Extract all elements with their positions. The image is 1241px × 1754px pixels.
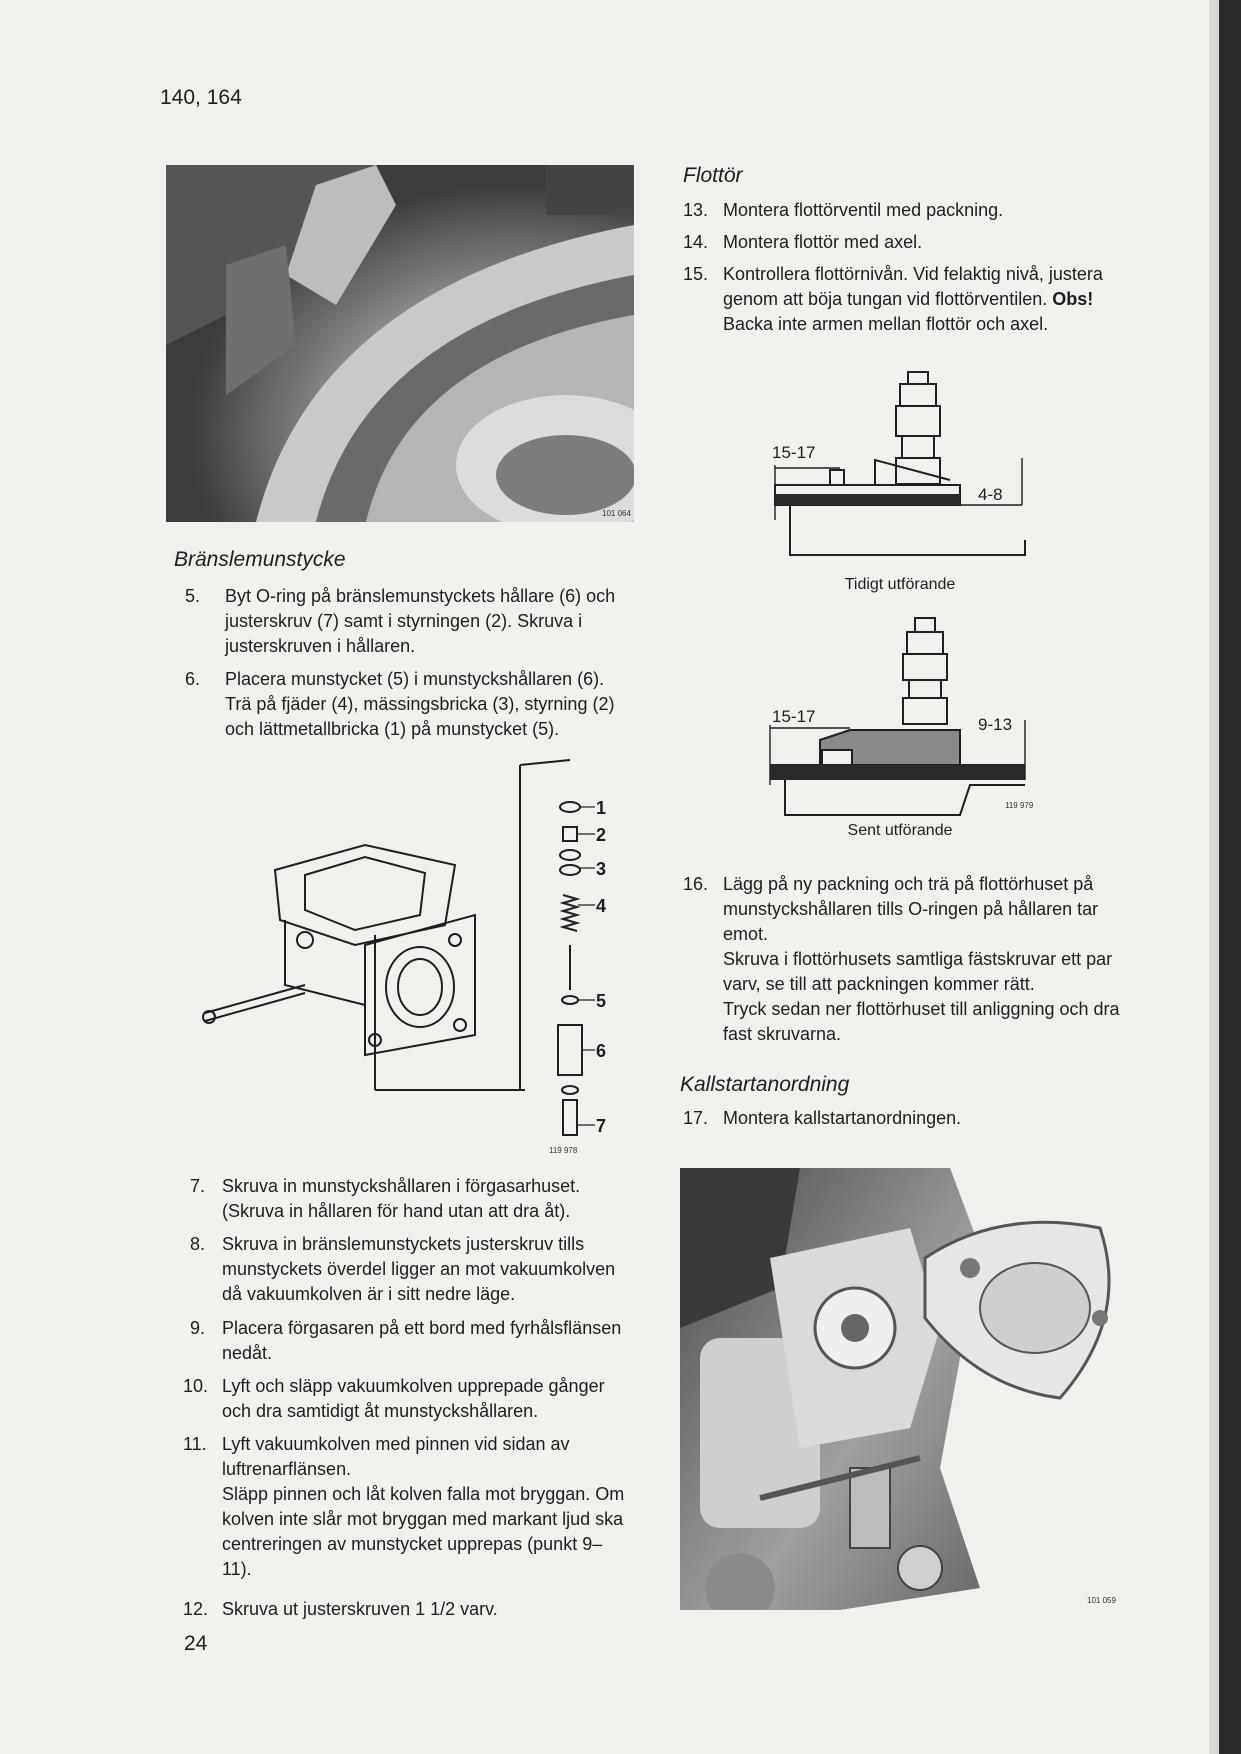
page-header-models: 140, 164 — [160, 86, 242, 109]
step-17 — [683, 1106, 1133, 1131]
step-7 — [190, 1174, 630, 1224]
step-text: Skruva in munstyckshållaren i förgasarhuset. (Skruva in hållaren för hand utan att dra åt). — [222, 1176, 581, 1221]
dimension-right-label: 9-13 — [978, 715, 1013, 734]
step-14 — [683, 230, 1133, 255]
step-number: 8. — [190, 1234, 206, 1254]
step-text: Skruva in bränslemunstyckets justerskruv tills munstyckets överdel ligger an mot vakuumkolven då vakuumkolven är i sitt nedre läge. — [222, 1234, 616, 1304]
step-text: Placera förgasaren på ett bord med fyrhålsflänsen nedåt. — [222, 1318, 622, 1363]
step-number: 12. — [183, 1599, 209, 1619]
step-15 — [683, 262, 1133, 337]
page-edge-shadow — [1209, 0, 1219, 1754]
step-number: 11. — [183, 1434, 207, 1454]
part-label: 3 — [596, 859, 607, 879]
cold-start-heading: Kallstartanordning — [680, 1073, 850, 1096]
step-11 — [183, 1432, 630, 1582]
cold-start-photo — [680, 1168, 1132, 1610]
step-text: Lyft och släpp vakuumkolven upprepade gånger och dra samtidigt åt munstyckshållaren. — [222, 1376, 605, 1421]
float-level-diagram-late — [760, 610, 1060, 820]
step-number: 13. — [683, 200, 709, 220]
step-number: 9. — [190, 1318, 206, 1338]
step-5 — [185, 584, 625, 659]
dimension-right-label: 4-8 — [978, 485, 1003, 504]
cold-start-photo-art — [680, 1168, 1132, 1610]
step-text: Skruva i flottörhusets samtliga fästskruvar ett par varv, se till att packningen kommer rätt. — [723, 949, 1113, 994]
step-number: 10. — [183, 1376, 209, 1396]
step-text: Lyft vakuumkolven med pinnen vid sidan av luftrenarflänsen. — [222, 1434, 570, 1479]
dimension-left-label: 15-17 — [772, 707, 816, 726]
step-text: Skruva ut justerskruven 1 1/2 varv. — [222, 1599, 498, 1619]
step-text — [723, 262, 1133, 337]
carburetor-top-photo — [166, 165, 634, 522]
step-text: Släpp pinnen och låt kolven falla mot bryggan. Om kolven inte slår mot bryggan med markant ljud ska centreringen av munstycket upprepas (punkt 9–11). — [222, 1484, 625, 1579]
step-12 — [183, 1597, 630, 1622]
diagram-caption-early: Tidigt utförande — [844, 576, 956, 593]
step-number: 17. — [683, 1108, 709, 1128]
step-number: 16. — [683, 874, 709, 894]
step-text: Lägg på ny packning och trä på flottörhuset på munstyckshållaren tills O-ringen på hållaren tar emot. — [723, 874, 1099, 944]
photo-code-label: 101 059 — [1087, 1596, 1116, 1605]
step-13 — [683, 198, 1133, 223]
float-level-diagram-early — [760, 370, 1060, 560]
step-text-part: Backa inte armen mellan flottör och axel. — [723, 314, 1049, 334]
step-text: Montera kallstartanordningen. — [723, 1108, 962, 1128]
part-label: 7 — [596, 1116, 607, 1136]
step-number: 15. — [683, 264, 709, 284]
carburetor-top-photo-art — [166, 165, 634, 522]
part-label: 2 — [596, 825, 607, 845]
step-10 — [183, 1374, 630, 1424]
part-label: 5 — [596, 991, 607, 1011]
float-section-heading: Flottör — [683, 164, 743, 187]
step-number: 7. — [190, 1176, 206, 1196]
dimension-left-label: 15-17 — [772, 443, 816, 462]
step-9 — [190, 1316, 630, 1366]
diagram-code-label: 119 978 — [549, 1146, 578, 1155]
note-bold: Obs! — [1052, 289, 1094, 309]
step-6 — [185, 667, 625, 742]
step-number: 5. — [185, 586, 201, 606]
photo-code-label: 101 064 — [602, 509, 631, 518]
page-number: 24 — [184, 1632, 208, 1655]
step-number: 6. — [185, 669, 201, 689]
step-8 — [190, 1232, 630, 1307]
diagram-caption-late: Sent utförande — [847, 822, 953, 839]
step-number: 14. — [683, 232, 709, 252]
step-text: Montera flottörventil med packning. — [723, 200, 1004, 220]
fuel-nozzle-heading: Bränslemunstycke — [174, 548, 346, 571]
step-text-part: Kontrollera flottörnivån. Vid felaktig nivå, justera genom att böja tungan vid flottörventilen. — [723, 264, 1103, 309]
part-label: 6 — [596, 1041, 607, 1061]
step-text: Montera flottör med axel. — [723, 232, 923, 252]
part-label: 1 — [596, 798, 607, 818]
page-edge-binding — [1219, 0, 1241, 1754]
step-text: Tryck sedan ner flottörhuset till anliggning och dra fast skruvarna. — [723, 999, 1120, 1044]
diagram-code-label: 119 979 — [1005, 801, 1034, 810]
part-label: 4 — [596, 896, 607, 916]
step-16 — [683, 872, 1133, 1047]
nozzle-exploded-diagram — [195, 755, 615, 1145]
step-text: Placera munstycket (5) i munstyckshållaren (6). Trä på fjäder (4), mässingsbricka (3), styrning (2) och lättmetallbricka (1) på munstycket (5). — [225, 669, 615, 739]
step-text: Byt O-ring på bränslemunstyckets hållare (6) och justerskruv (7) samt i styrningen (2). Skruva i justerskruven i hållaren. — [225, 586, 616, 656]
